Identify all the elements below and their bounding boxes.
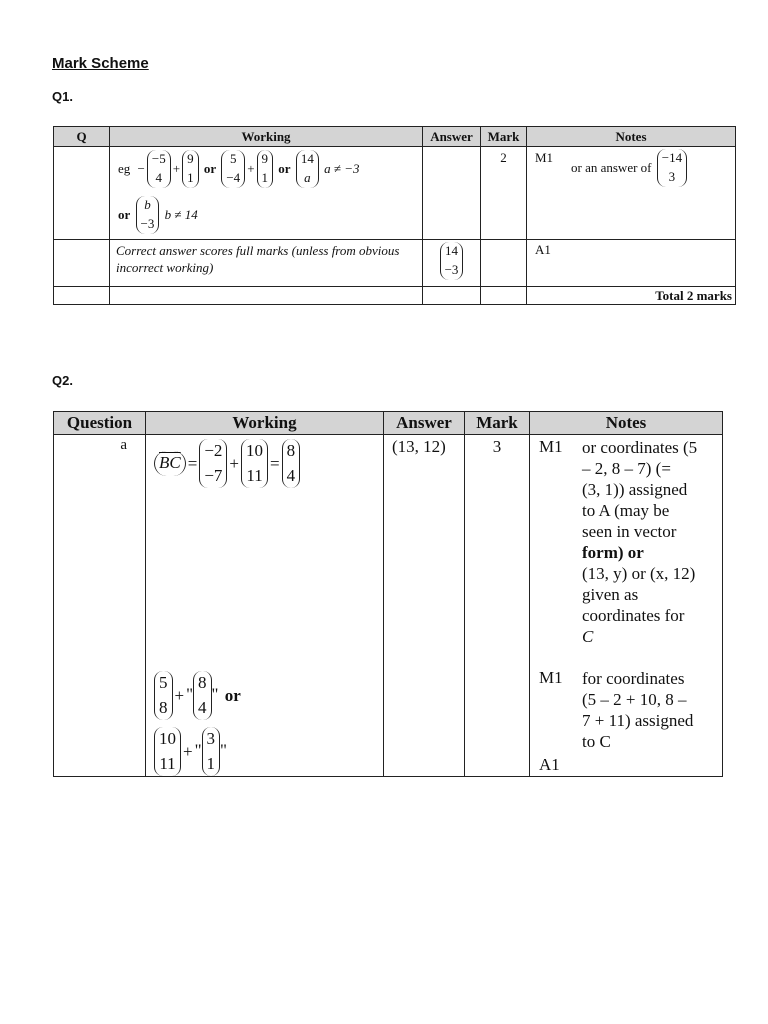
vector-1: −5 4 — [147, 150, 171, 188]
q2-header-answer: Answer — [384, 412, 465, 435]
q2-note-1: or coordinates (5 – 2, 8 – 7) (= (3, 1)) assigned to A (may be seen in vector form) or (13, y) or (x, 12) given as coordinates for C — [582, 438, 698, 646]
q1-total-row — [54, 287, 736, 305]
working-vector-6: 10 11 — [154, 727, 181, 776]
working-vector-2: 10 11 — [241, 439, 268, 488]
q1-working-line-1 — [116, 150, 361, 188]
q1-row2-q — [54, 240, 110, 287]
q2-m1-code-2: M1 — [539, 668, 563, 687]
q1-row2-mark — [481, 240, 527, 287]
condition-b: b ≠ 14 — [164, 206, 198, 222]
note-vector: −14 3 — [657, 149, 687, 187]
q2-header-mark: Mark — [465, 412, 530, 435]
vector-3: 5 −4 — [221, 150, 245, 188]
q1-header-q: Q — [54, 127, 110, 147]
or-label: or — [118, 206, 131, 222]
plus-sign: + — [183, 741, 193, 761]
q2-a1-code: A1 — [539, 755, 560, 774]
vector-6: b −3 — [136, 196, 160, 234]
q1-row1-answer — [423, 147, 481, 240]
q2-mark-table — [53, 411, 723, 777]
q1-header-working: Working — [110, 127, 423, 147]
or-label: or — [224, 685, 241, 705]
q1-row2-answer — [423, 240, 481, 287]
q2-notes — [530, 435, 723, 777]
or-label: or — [203, 160, 217, 176]
q2-working-line-3: 10 11 + " 3 1 " — [154, 727, 227, 776]
q1-note-text: or an answer of — [571, 159, 652, 175]
q1-row-1 — [54, 147, 736, 240]
q1-row2-working: Correct answer scores full marks (unless from obvious incorrect working) — [110, 240, 423, 287]
minus-sign: − — [137, 160, 145, 176]
q1-header-notes: Notes — [527, 127, 736, 147]
plus-sign: + — [229, 453, 240, 473]
condition-a: a ≠ −3 — [324, 160, 360, 176]
plus-sign: + — [172, 160, 181, 176]
page-title: Mark Scheme — [52, 55, 149, 72]
q2-note-2: for coordinates (5 – 2 + 10, 8 – 7 + 11) assigned to C — [582, 669, 694, 751]
eg-label: eg — [118, 160, 131, 176]
q2-answer: (13, 12) — [384, 435, 465, 777]
working-vector-7: 3 1 — [202, 727, 221, 776]
q1-header-row — [54, 127, 736, 147]
or-label: or — [278, 160, 291, 176]
equals-sign: = — [270, 453, 280, 473]
q1-row1-working — [110, 147, 423, 240]
q2-working-line-2: 5 8 + " 8 4 " or — [154, 671, 243, 720]
q1-row2-notes: A1 — [527, 240, 736, 287]
working-vector-3: 8 4 — [282, 439, 301, 488]
q2-working-line-1 — [154, 439, 300, 488]
q2-row-a — [54, 435, 723, 777]
q1-row1-mark: 2 — [481, 147, 527, 240]
q2-working — [146, 435, 384, 777]
q1-header-answer: Answer — [423, 127, 481, 147]
vector-5: 14 a — [296, 150, 319, 188]
q1-row-2 — [54, 240, 736, 287]
q2-header-notes: Notes — [530, 412, 723, 435]
q1-mark-table — [53, 126, 736, 305]
working-vector-5: 8 4 — [193, 671, 212, 720]
q2-header-working: Working — [146, 412, 384, 435]
working-vector-4: 5 8 — [154, 671, 173, 720]
equals-sign: = — [187, 453, 198, 473]
q2-part-label: a — [54, 435, 146, 777]
q1-row1-q — [54, 147, 110, 240]
q1-working-line-2 — [116, 196, 200, 234]
q1-row1-notes — [527, 147, 736, 240]
working-vector-1: −2 −7 — [199, 439, 227, 488]
bc-vector-label: $\overline{BC}$ — [154, 451, 186, 476]
q2-mark: 3 — [465, 435, 530, 777]
question-1-label: Q1. — [52, 89, 73, 104]
vector-4: 9 1 — [257, 150, 274, 188]
answer-vector: 14 −3 — [440, 242, 464, 280]
question-2-label: Q2. — [52, 373, 73, 388]
q2-m1-code-1: M1 — [539, 437, 563, 456]
q1-total: Total 2 marks — [527, 287, 736, 305]
q1-header-mark: Mark — [481, 127, 527, 147]
vector-2: 9 1 — [182, 150, 199, 188]
q2-header-question: Question — [54, 412, 146, 435]
plus-sign: + — [174, 685, 185, 705]
q1-note-code: M1 — [535, 150, 554, 165]
plus-sign: + — [247, 160, 255, 176]
q1-note-answer — [569, 149, 687, 187]
q2-header-row — [54, 412, 723, 435]
